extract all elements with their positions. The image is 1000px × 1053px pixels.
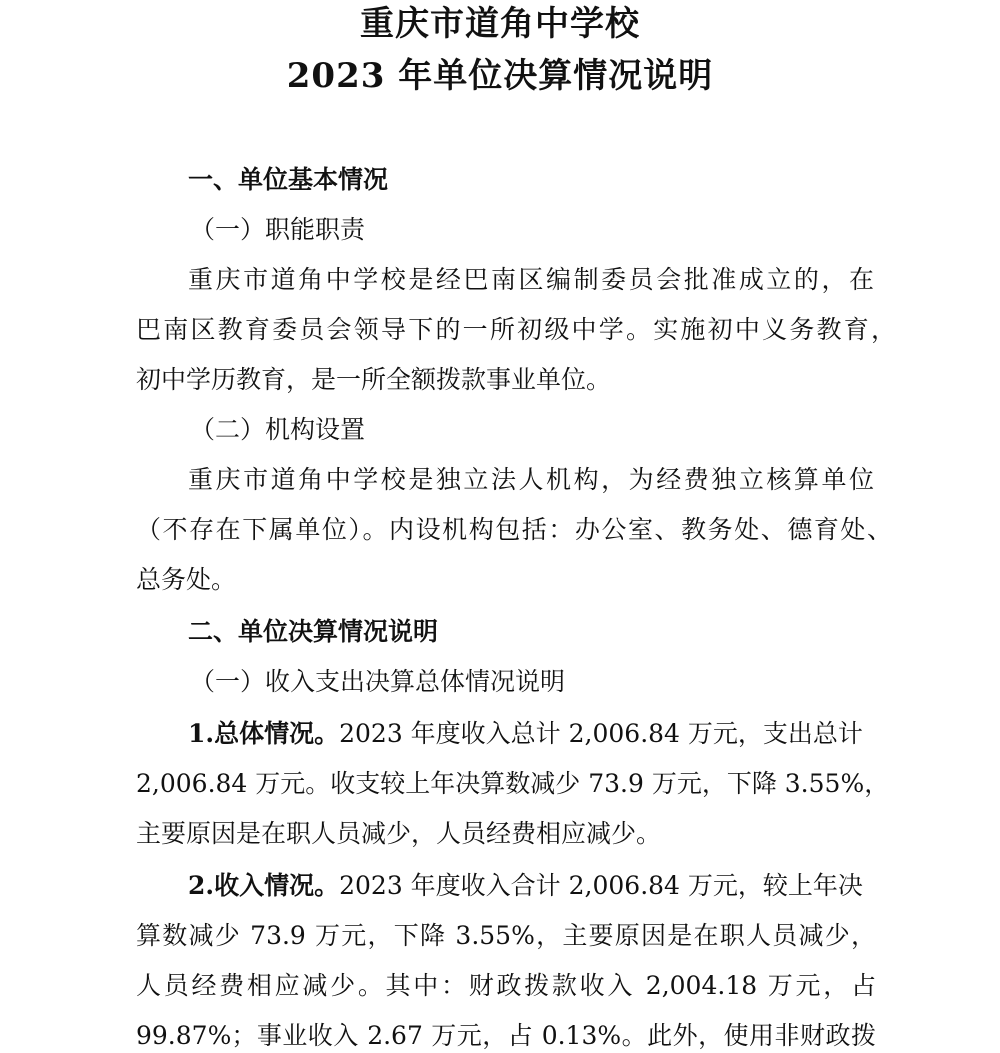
document-title-line2: 2023 年单位决算情况说明 [286,56,714,96]
section1-heading: 一、单位基本情况 [188,165,389,194]
paragraph-income-line4: 99.87%；事业收入 2.67 万元，占 0.13%。此外，使用非财政拨 [136,1021,876,1050]
paragraph-overall-line2: 2,006.84 万元。收支较上年决算数减少 73.9 万元，下降 3.55%， [136,769,890,798]
income-text: 2023 年度收入合计 2,006.84 万元，较上年决 [339,871,863,900]
section2-heading: 二、单位决算情况说明 [188,617,439,646]
paragraph-duties-line3: 初中学历教育，是一所全额拨款事业单位。 [136,365,612,394]
paragraph-structure-line2: （不存在下属单位）。内设机构包括：办公室、教务处、德育处、 [136,515,892,544]
paragraph-income-line3: 人员经费相应减少。其中：财政拨款收入 2,004.18 万元，占 [136,971,876,1000]
paragraph-income-line2: 算数减少 73.9 万元，下降 3.55%，主要原因是在职人员减少， [136,921,876,950]
paragraph-duties-line2: 巴南区教育委员会领导下的一所初级中学。实施初中义务教育， [136,315,896,344]
section1-subheading-structure: （二）机构设置 [190,415,366,444]
document-title-line1: 重庆市道角中学校 [360,4,640,44]
paragraph-duties-line1: 重庆市道角中学校是经巴南区编制委员会批准成立的，在 [188,265,874,294]
paragraph-income-line1 [188,870,874,902]
paragraph-structure-line3: 总务处。 [136,565,237,594]
overall-lead: 1.总体情况。 [188,719,340,748]
paragraph-overall-line3: 主要原因是在职人员减少，人员经费相应减少。 [136,819,662,848]
paragraph-overall-line1 [188,718,874,750]
section1-subheading-duties: （一）职能职责 [190,215,366,244]
overall-text: 2023 年度收入总计 2,006.84 万元，支出总计 [339,719,863,748]
income-lead: 2.收入情况。 [188,871,340,900]
section2-subheading-overview: （一）收入支出决算总体情况说明 [190,667,566,696]
paragraph-structure-line1: 重庆市道角中学校是独立法人机构，为经费独立核算单位 [188,465,874,494]
